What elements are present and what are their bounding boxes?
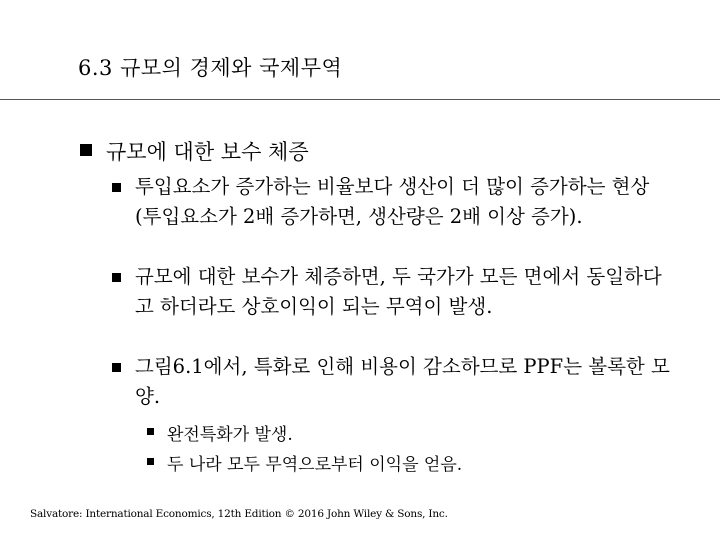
footer-citation: Salvatore: International Economics, 12th Edition © 2016 John Wiley & Sons, Inc. [30,508,448,520]
bullet-item [112,262,672,322]
square-bullet-icon [147,458,154,465]
bullet-text: 그림6.1에서, 특화로 인해 비용이 감소하므로 PPF는 볼록한 모양. [135,355,670,408]
square-bullet-icon [112,273,121,282]
square-bullet-icon [80,144,92,156]
sub-bullet-text: 두 나라 모두 무역으로부터 이익을 얻음. [167,455,463,475]
sub-bullet-text: 완전특화가 발생. [167,425,293,445]
bullet-item [112,352,672,412]
title-divider [0,99,720,100]
main-heading-text: 규모에 대한 보수 체증 [106,140,309,164]
sub-bullet-item [147,450,462,475]
square-bullet-icon [147,428,154,435]
slide-title: 6.3 규모의 경제와 국제무역 [78,56,343,80]
bullet-item [112,172,672,232]
square-bullet-icon [112,183,121,192]
bullet-text: 투입요소가 증가하는 비율보다 생산이 더 많이 증가하는 현상 (투입요소가 2배 증가하면, 생산량은 2배 이상 증가). [135,175,650,228]
sub-bullet-item [147,420,293,445]
square-bullet-icon [112,363,121,372]
bullet-text: 규모에 대한 보수가 체증하면, 두 국가가 모든 면에서 동일하다고 하더라도 상호이익이 되는 무역이 발생. [135,265,662,318]
